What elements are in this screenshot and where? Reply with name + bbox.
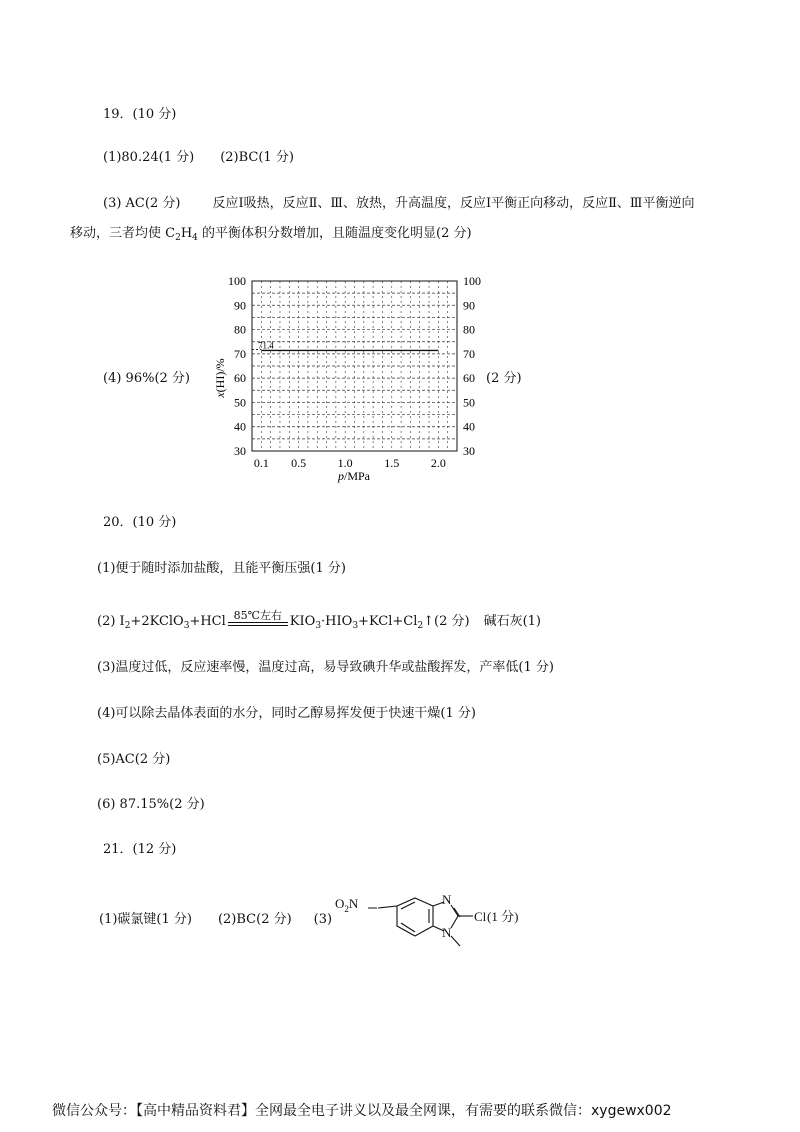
q19-part3 (103, 196, 694, 212)
y-tick-right: 50 (463, 395, 475, 410)
y-tick-left: 100 (228, 274, 246, 288)
structure-labels (335, 892, 518, 940)
q20-eq-c: +HCl (189, 614, 226, 629)
q19-part1 (103, 150, 294, 166)
y-tick-left: 80 (234, 322, 246, 337)
q21-heading: 21．(12 分) (103, 842, 177, 857)
nitro-o-label: $O_2N$ (335, 896, 359, 914)
reaction-condition (226, 610, 290, 626)
x-tick: 1.0 (337, 456, 353, 470)
q20-eq-b: +2KClO (130, 614, 184, 629)
q19-part3-explanation: 反应Ⅰ吸热，反应Ⅱ、Ⅲ、放热，升高温度，反应Ⅰ平衡正向移动，反应Ⅱ、Ⅲ平衡逆向 (212, 196, 695, 211)
q21-part3-label: (3) (313, 912, 333, 927)
q19-part1-text: (1)80.24(1 分) (103, 150, 195, 165)
y-tick-right: 80 (463, 322, 475, 337)
y-axis-right (463, 274, 481, 458)
x-axis (254, 456, 446, 470)
q19-cont-c: 的平衡体积分数增加，且随温度变化明显(2 分) (197, 226, 472, 241)
q20-eq-g: ↑(2 分) (423, 614, 470, 629)
y-tick-right: 70 (463, 346, 475, 361)
q20-part4: (4)可以除去晶体表面的水分，同时乙醇易挥发便于快速干燥(1 分) (97, 706, 476, 721)
q20-part6: (6) 87.15%(2 分) (97, 797, 205, 812)
annotation-label: 71.4 (258, 340, 274, 351)
q20-eq-sub4: 3 (352, 621, 359, 631)
y-tick-left: 40 (234, 419, 246, 434)
q20-eq-d: KIO (289, 614, 316, 629)
q19-cont-b: H (180, 226, 193, 241)
footer-text: 微信公众号：【高中精品资料君】全网最全电子讲义以及最全网课，有需要的联系微信：xygewx002 (52, 1103, 672, 1119)
y-tick-left: 90 (234, 298, 246, 313)
q19-sub-b: 4 (192, 233, 198, 243)
q19-sub-a: 2 (175, 233, 181, 243)
y-tick-left: 30 (234, 444, 246, 458)
chloro-label: Cl (474, 909, 487, 924)
q21-part3-score: (1 分) (487, 909, 519, 924)
q20-eq-f: +KCl+Cl (358, 614, 418, 629)
q20-part5: (5)AC(2 分) (97, 752, 171, 767)
imidazole-bond-3 (451, 916, 458, 928)
reaction-arrow-bar (228, 622, 288, 626)
q20-part1: (1)便于随时添加盐酸，且能平衡压强(1 分) (97, 561, 346, 576)
q19-part4: (4) 96%(2 分) (103, 371, 190, 386)
x-tick: 1.5 (384, 456, 400, 470)
q21-part1: (1)碳氯键(1 分) (99, 912, 192, 927)
benzene-inner-bond-2 (401, 923, 415, 932)
imidazole-bond-2 (451, 905, 458, 916)
y-tick-right: 60 (463, 371, 475, 386)
q20-eq-e: ·HIO (321, 614, 353, 629)
q20-part3: (3)温度过低，反应速率慢，温度过高，易导致碘升华或盐酸挥发，产率低(1 分) (97, 660, 554, 675)
x-axis-label: p/MPa (337, 469, 371, 483)
x-tick: 2.0 (430, 456, 446, 470)
y-tick-right: 40 (463, 419, 475, 434)
y-axis-left (228, 274, 246, 458)
nitro-bond (378, 906, 397, 908)
q20-eq-a: (2) I (97, 614, 125, 629)
q20-part2-second: 碱石灰(1) (483, 614, 542, 629)
x-tick: 0.5 (291, 456, 307, 470)
benzene-ring (397, 898, 433, 936)
imidazole-n-top: N (442, 892, 452, 907)
q20-eq-sub2: 3 (183, 621, 190, 631)
structure-bonds (378, 898, 473, 946)
reaction-condition-text: 85℃左右 (233, 609, 282, 622)
benzimidazole-structure (330, 888, 530, 960)
y-tick-right: 100 (463, 274, 481, 288)
y-tick-right: 30 (463, 444, 475, 458)
y-tick-left: 70 (234, 346, 246, 361)
y-axis-label: x(HI)/% (213, 358, 227, 398)
q19-cont-a: 移动，三者均使 C (70, 226, 176, 241)
q19-part2-text: (2)BC(1 分) (220, 150, 294, 165)
q20-eq-sub3: 3 (315, 621, 322, 631)
imidazole-n-bottom: N (442, 925, 452, 940)
q19-part3-continued (70, 226, 472, 246)
q21-part2: (2)BC(2 分) (217, 912, 292, 927)
q20-heading: 20．(10 分) (103, 515, 177, 530)
q19-part4-score: (2 分) (486, 371, 522, 386)
chart-grid (252, 281, 457, 451)
y-tick-left: 50 (234, 395, 246, 410)
q19-part3-answer: (3) AC(2 分) (103, 196, 181, 211)
n-methyl-bond (451, 936, 460, 946)
q19-heading: 19．(10 分) (103, 107, 177, 122)
q20-eq-sub5: 2 (417, 621, 424, 631)
x-tick: 0.1 (253, 456, 269, 470)
y-tick-left: 60 (234, 371, 246, 386)
hi-pressure-chart (200, 268, 520, 488)
q21-parts (99, 912, 332, 928)
q20-eq-sub1: 2 (124, 621, 131, 631)
q20-part2 (97, 610, 541, 634)
y-tick-right: 90 (463, 298, 475, 313)
